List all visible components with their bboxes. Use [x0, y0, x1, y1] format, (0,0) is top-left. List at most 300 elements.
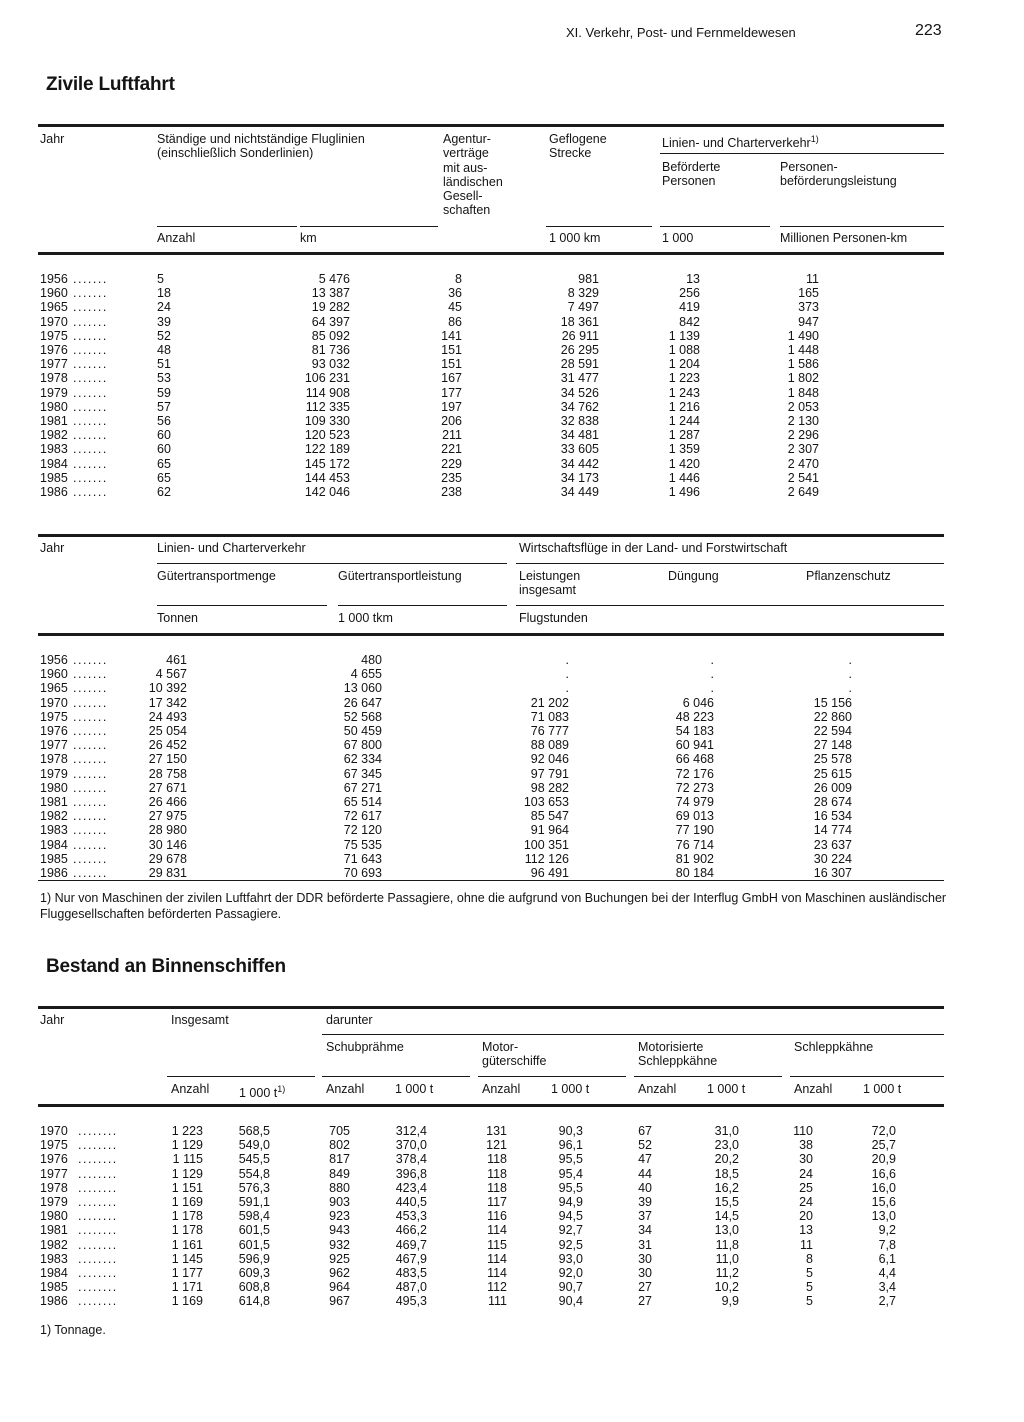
- table-cell: 27 150: [148, 752, 187, 767]
- table-cell: 17 342: [148, 695, 187, 710]
- page-number: 223: [915, 22, 942, 39]
- table-cell: 60 941: [675, 738, 714, 753]
- table-cell: 30: [638, 1251, 652, 1266]
- header-guetertransportleistung: Gütertransportleistung: [338, 569, 462, 583]
- table-cell: 62: [157, 485, 171, 499]
- table-cell: 118: [487, 1180, 507, 1195]
- table-cell: 103 653: [523, 795, 569, 809]
- unit-anzahl: Anzahl: [326, 1082, 365, 1096]
- table-cell: 1 448: [787, 343, 819, 357]
- year-cell: 1960: [40, 667, 68, 682]
- rule: [38, 633, 944, 636]
- year-cell: 1960: [40, 286, 68, 301]
- header-befoerderte-personen: Beförderte Personen: [662, 160, 721, 189]
- table-cell: 1 115: [172, 1152, 203, 1167]
- table-cell: 96,1: [558, 1138, 583, 1153]
- leader-dots: .......: [73, 414, 108, 428]
- year-cell: 1984: [40, 1266, 68, 1280]
- table-cell: 568,5: [238, 1124, 270, 1138]
- table-cell: 112: [487, 1280, 507, 1295]
- table-cell: 5: [806, 1280, 813, 1295]
- table-cell: 229: [441, 456, 462, 471]
- rule: [478, 1076, 626, 1077]
- section-title-ships: Bestand an Binnenschiffen: [46, 956, 286, 977]
- unit-mio-personen-km: Millionen Personen-km: [780, 231, 908, 245]
- table-cell: 34 442: [560, 456, 599, 471]
- table-cell: .: [565, 653, 569, 667]
- table-cell: 14,5: [714, 1209, 739, 1224]
- table-cell: 608,8: [238, 1280, 270, 1295]
- table-cell: 117: [487, 1195, 507, 1209]
- header-fluglinien: Ständige und nichtständige Fluglinien (einschließlich Sonderlinien): [157, 132, 365, 161]
- year-cell: 1976: [40, 724, 68, 738]
- table-cell: 5: [806, 1266, 813, 1280]
- leader-dots: .......: [73, 328, 108, 343]
- leader-dots: .......: [73, 823, 108, 838]
- table-cell: 65: [157, 470, 171, 485]
- table-cell: 13: [686, 272, 700, 286]
- table-cell: 85 092: [311, 328, 350, 343]
- header-linien-charter: Linien- und Charterverkehr$^{1)}$: [662, 134, 819, 151]
- table-cell: 72,0: [871, 1124, 896, 1138]
- table-cell: 76 714: [675, 837, 714, 852]
- table-cell: 114: [487, 1266, 507, 1280]
- leader-dots: ........: [78, 1294, 118, 1309]
- unit-1000-t: 1 000 t: [395, 1082, 434, 1096]
- table-cell: 10 392: [148, 681, 187, 696]
- table-cell: 1 802: [787, 371, 819, 386]
- table-cell: 115: [487, 1237, 507, 1252]
- table-cell: 11,2: [715, 1266, 739, 1280]
- footnote-ships: 1) Tonnage.: [40, 1323, 106, 1337]
- leader-dots: .......: [73, 709, 108, 724]
- unit-anzahl: Anzahl: [157, 231, 196, 245]
- table-cell: 15,5: [714, 1195, 739, 1209]
- table-cell: 495,3: [395, 1294, 427, 1309]
- table-cell: 116: [487, 1209, 507, 1224]
- table-cell: 5 476: [318, 272, 350, 286]
- leader-dots: .......: [73, 766, 108, 781]
- table-cell: 36: [448, 286, 462, 301]
- year-cell: 1980: [40, 780, 68, 795]
- table-cell: 114: [487, 1223, 507, 1238]
- table-cell: 53: [157, 371, 171, 386]
- table-cell: 206: [441, 414, 462, 428]
- table-cell: 85 547: [530, 809, 569, 824]
- table-cell: 67: [638, 1124, 652, 1138]
- table-cell: 7,8: [878, 1237, 896, 1252]
- year-cell: 1965: [40, 681, 68, 696]
- year-cell: 1982: [40, 1237, 68, 1252]
- table-cell: 100 351: [523, 837, 569, 852]
- leader-dots: .......: [73, 681, 108, 696]
- table-cell: 221: [441, 442, 462, 457]
- rule: [38, 1006, 944, 1009]
- table-cell: 903: [329, 1195, 350, 1209]
- header-personenbefoerderung: Personen- beförderungsleistung: [780, 160, 897, 189]
- table-cell: 29 678: [148, 851, 187, 866]
- table-cell: 72 617: [343, 809, 382, 824]
- table-cell: 1 359: [668, 442, 700, 457]
- table-cell: 109 330: [304, 414, 350, 428]
- table-cell: 112 126: [524, 851, 569, 866]
- table-cell: 2,7: [878, 1294, 896, 1309]
- rule: [38, 124, 944, 127]
- table-cell: 7 497: [567, 300, 599, 315]
- leader-dots: .......: [73, 399, 108, 414]
- unit-1000: 1 000: [662, 231, 694, 245]
- table-cell: 419: [679, 300, 700, 315]
- table-cell: .: [848, 681, 852, 696]
- leader-dots: .......: [73, 738, 108, 753]
- table-cell: 98 282: [530, 780, 569, 795]
- table-cell: 467,9: [395, 1251, 427, 1266]
- table-cell: 48: [157, 343, 171, 357]
- year-cell: 1981: [40, 795, 68, 809]
- table-cell: 33 605: [560, 442, 599, 457]
- table-cell: 2 296: [787, 428, 819, 443]
- leader-dots: .......: [73, 485, 108, 499]
- table-cell: 28 591: [560, 357, 599, 372]
- table-cell: 50 459: [343, 724, 382, 738]
- rule: [634, 1076, 782, 1077]
- table-cell: 2 649: [787, 485, 819, 499]
- table-cell: 22 594: [813, 724, 852, 738]
- rule: [516, 563, 944, 564]
- leader-dots: .......: [73, 428, 108, 443]
- table-cell: 112 335: [305, 399, 350, 414]
- table-cell: 22 860: [813, 709, 852, 724]
- table-cell: 591,1: [238, 1195, 270, 1209]
- leader-dots: ........: [78, 1124, 118, 1138]
- table-cell: 57: [157, 399, 171, 414]
- table-cell: 39: [638, 1195, 652, 1209]
- table-cell: 849: [329, 1166, 350, 1181]
- table-cell: .: [710, 653, 714, 667]
- year-cell: 1983: [40, 1251, 68, 1266]
- rule: [300, 226, 438, 227]
- rule: [157, 605, 327, 606]
- table-cell: 37: [638, 1209, 652, 1224]
- table-cell: 34 762: [560, 399, 599, 414]
- table-cell: 24 493: [148, 709, 187, 724]
- table-cell: 943: [329, 1223, 350, 1238]
- leader-dots: .......: [73, 866, 108, 880]
- table-cell: 5: [806, 1294, 813, 1309]
- table-cell: 121: [486, 1138, 507, 1153]
- table-cell: 118: [487, 1166, 507, 1181]
- table-cell: 609,3: [238, 1266, 270, 1280]
- table-cell: 373: [798, 300, 819, 315]
- table-cell: 3,4: [878, 1280, 896, 1295]
- year-cell: 1978: [40, 1180, 68, 1195]
- rule: [157, 226, 297, 227]
- unit-anzahl: Anzahl: [482, 1082, 521, 1096]
- year-cell: 1986: [40, 866, 68, 880]
- leader-dots: ........: [78, 1166, 118, 1181]
- table-cell: 1 496: [668, 485, 700, 499]
- table-cell: 60: [157, 428, 171, 443]
- table-cell: 1 243: [668, 385, 700, 400]
- table-cell: 74 979: [675, 795, 714, 809]
- table-cell: 106 231: [304, 371, 350, 386]
- header-schleppkaehne: Schleppkähne: [794, 1040, 874, 1054]
- table-cell: 440,5: [395, 1195, 427, 1209]
- table-cell: 549,0: [238, 1138, 270, 1153]
- table-cell: 34: [638, 1223, 652, 1238]
- table-cell: 238: [441, 485, 462, 499]
- table-cell: 93 032: [311, 357, 350, 372]
- table-cell: 1 848: [787, 385, 819, 400]
- leader-dots: .......: [73, 780, 108, 795]
- rule: [38, 880, 944, 881]
- year-cell: 1976: [40, 343, 68, 357]
- table-cell: 60: [157, 442, 171, 457]
- table-cell: 64 397: [311, 314, 350, 329]
- table-cell: 18,5: [714, 1166, 739, 1181]
- unit-1000-tkm: 1 000 tkm: [338, 611, 393, 625]
- table-cell: 962: [329, 1266, 350, 1280]
- year-cell: 1970: [40, 314, 68, 329]
- leader-dots: .......: [73, 385, 108, 400]
- year-cell: 1980: [40, 399, 68, 414]
- year-cell: 1979: [40, 385, 68, 400]
- table-cell: 370,0: [395, 1138, 427, 1153]
- table-cell: 24: [157, 300, 171, 315]
- year-cell: 1976: [40, 1152, 68, 1167]
- leader-dots: ........: [78, 1152, 118, 1167]
- table-cell: 90,3: [558, 1124, 583, 1138]
- table-cell: 114: [487, 1251, 507, 1266]
- table-cell: 34 173: [560, 470, 599, 485]
- year-cell: 1984: [40, 456, 68, 471]
- table-cell: 80 184: [675, 866, 714, 880]
- table-cell: 27 671: [148, 780, 187, 795]
- table-cell: 26 452: [148, 738, 187, 753]
- table-cell: 1 129: [171, 1138, 203, 1153]
- table-cell: 4,4: [878, 1266, 896, 1280]
- table-cell: 8 329: [567, 286, 599, 301]
- table-cell: 1 151: [171, 1180, 203, 1195]
- rule: [516, 605, 944, 606]
- table-cell: 1 586: [787, 357, 819, 372]
- table-cell: 20: [799, 1209, 813, 1224]
- table-cell: 6 046: [682, 695, 714, 710]
- table-cell: 461: [166, 653, 187, 667]
- table-cell: 27: [638, 1280, 652, 1295]
- table-cell: 97 791: [530, 766, 569, 781]
- table-cell: 487,0: [395, 1280, 427, 1295]
- table-cell: 817: [329, 1152, 350, 1167]
- table-cell: 45: [448, 300, 462, 315]
- table-cell: 932: [329, 1237, 350, 1252]
- table-cell: 480: [361, 653, 382, 667]
- table-cell: 94,9: [558, 1195, 583, 1209]
- table-cell: 131: [486, 1124, 507, 1138]
- table-cell: 24: [799, 1195, 813, 1209]
- table-cell: 51: [157, 357, 171, 372]
- table-cell: 16 307: [813, 866, 852, 880]
- table-cell: 16,6: [871, 1166, 896, 1181]
- table-cell: 13 060: [343, 681, 382, 696]
- header-motorisierte-schleppkaehne: Motorisierte Schleppkähne: [638, 1040, 718, 1069]
- table-cell: 31,0: [714, 1124, 739, 1138]
- year-cell: 1980: [40, 1209, 68, 1224]
- table-cell: 1 169: [171, 1294, 203, 1309]
- table-cell: 18 361: [560, 314, 599, 329]
- table-cell: 925: [329, 1251, 350, 1266]
- table-cell: 9,2: [878, 1223, 896, 1238]
- table-cell: 94,5: [558, 1209, 583, 1224]
- year-cell: 1985: [40, 470, 68, 485]
- table-cell: 2 307: [787, 442, 819, 457]
- year-cell: 1956: [40, 272, 68, 286]
- unit-tonnen: Tonnen: [157, 611, 199, 625]
- table-cell: 69 013: [675, 809, 714, 824]
- table-cell: 469,7: [395, 1237, 427, 1252]
- table-cell: 29 831: [148, 866, 187, 880]
- table-cell: 4 655: [350, 667, 382, 682]
- table-cell: 947: [798, 314, 819, 329]
- year-cell: 1978: [40, 371, 68, 386]
- rule: [790, 1076, 944, 1077]
- table-cell: 40: [638, 1180, 652, 1195]
- table-cell: 880: [329, 1180, 350, 1195]
- table-cell: 1 139: [668, 328, 700, 343]
- unit-1000-km: 1 000 km: [549, 231, 601, 245]
- table-cell: 1 490: [787, 328, 819, 343]
- table-cell: 86: [448, 314, 462, 329]
- header-wirtschaftsfluege: Wirtschaftsflüge in der Land- und Forstwirtschaft: [519, 541, 788, 555]
- rule: [322, 1034, 944, 1035]
- table-cell: 92,0: [558, 1266, 583, 1280]
- year-cell: 1975: [40, 709, 68, 724]
- table-cell: 25 615: [813, 766, 852, 781]
- rule: [780, 226, 944, 227]
- unit-1000-t: 1 000 t: [551, 1082, 590, 1096]
- table-cell: 67 345: [343, 766, 382, 781]
- table-cell: 1 223: [668, 371, 700, 386]
- table-cell: 11: [800, 1237, 813, 1252]
- table-cell: 27: [638, 1294, 652, 1309]
- table-cell: 9,9: [721, 1294, 739, 1309]
- table-cell: 8: [806, 1251, 813, 1266]
- table-cell: 110: [793, 1124, 813, 1138]
- leader-dots: ........: [78, 1195, 118, 1209]
- unit-anzahl: Anzahl: [794, 1082, 833, 1096]
- table-cell: 56: [157, 414, 171, 428]
- table-cell: 1 088: [668, 343, 700, 357]
- header-linien-charter: Linien- und Charterverkehr: [157, 541, 306, 555]
- table-cell: 165: [798, 286, 819, 301]
- table-cell: 1 420: [668, 456, 700, 471]
- table-cell: 59: [157, 385, 171, 400]
- year-cell: 1985: [40, 1280, 68, 1295]
- table-cell: 92 046: [530, 752, 569, 767]
- table-cell: 20,2: [714, 1152, 739, 1167]
- section-title-air: Zivile Luftfahrt: [46, 74, 175, 95]
- leader-dots: ........: [78, 1180, 118, 1195]
- leader-dots: .......: [73, 667, 108, 682]
- table-cell: 28 980: [148, 823, 187, 838]
- leader-dots: ........: [78, 1251, 118, 1266]
- table-cell: 1 244: [668, 414, 700, 428]
- leader-dots: .......: [73, 851, 108, 866]
- table-cell: 26 295: [560, 343, 599, 357]
- table-cell: 142 046: [304, 485, 350, 499]
- table-cell: 81 736: [311, 343, 350, 357]
- table-cell: 34 481: [560, 428, 599, 443]
- table-cell: 20,9: [871, 1152, 896, 1167]
- table-cell: 211: [442, 428, 462, 443]
- header-leistungen-insgesamt: Leistungen insgesamt: [519, 569, 581, 598]
- unit-1000-t: 1 000 t: [707, 1082, 746, 1096]
- table-cell: 75 535: [343, 837, 382, 852]
- year-cell: 1977: [40, 738, 68, 753]
- rule: [38, 534, 944, 537]
- table-cell: 95,4: [558, 1166, 583, 1181]
- year-cell: 1977: [40, 357, 68, 372]
- table-cell: 25: [799, 1180, 813, 1195]
- table-cell: .: [710, 681, 714, 696]
- footnote-air: 1) Nur von Maschinen der zivilen Luftfahrt der DDR beförderte Passagiere, ohne die aufgrund von Buchungen bei der Interflug GmbH von Maschinen ausländischer Fluggesellschaften beförderten Passagiere.: [40, 891, 947, 921]
- leader-dots: ........: [78, 1209, 118, 1224]
- table-cell: 26 911: [561, 328, 599, 343]
- table-cell: 16,0: [871, 1180, 896, 1195]
- rule: [38, 252, 944, 255]
- leader-dots: ........: [78, 1237, 118, 1252]
- table-cell: 21 202: [530, 695, 569, 710]
- table-cell: 4 567: [155, 667, 187, 682]
- year-cell: 1977: [40, 1166, 68, 1181]
- table-cell: 378,4: [395, 1152, 427, 1167]
- table-cell: 30 224: [813, 851, 852, 866]
- rule: [38, 1104, 944, 1107]
- year-cell: 1983: [40, 442, 68, 457]
- table-cell: 67 800: [343, 738, 382, 753]
- table-cell: 1 169: [171, 1195, 203, 1209]
- table-cell: 88 089: [530, 738, 569, 753]
- table-cell: 120 523: [304, 428, 350, 443]
- table-cell: 5: [157, 272, 164, 286]
- year-cell: 1978: [40, 752, 68, 767]
- table-cell: 81 902: [675, 851, 714, 866]
- table-cell: 72 120: [343, 823, 382, 838]
- table-cell: 1 129: [171, 1166, 203, 1181]
- header-darunter: darunter: [326, 1013, 373, 1027]
- table-cell: 151: [441, 357, 462, 372]
- table-cell: 27 148: [813, 738, 852, 753]
- table-cell: 34 449: [560, 485, 599, 499]
- leader-dots: .......: [73, 272, 108, 286]
- leader-dots: .......: [73, 653, 108, 667]
- table-cell: 596,9: [238, 1251, 270, 1266]
- table-cell: 71 083: [530, 709, 569, 724]
- header-pflanzenschutz: Pflanzenschutz: [806, 569, 891, 583]
- table-cell: 981: [578, 272, 599, 286]
- table-cell: 11,8: [715, 1237, 739, 1252]
- leader-dots: ........: [78, 1223, 118, 1238]
- table-cell: 1 446: [668, 470, 700, 485]
- table-cell: 11: [806, 272, 819, 286]
- table-cell: .: [565, 667, 569, 682]
- table-cell: 483,5: [395, 1266, 427, 1280]
- year-cell: 1979: [40, 766, 68, 781]
- table-cell: 23,0: [714, 1138, 739, 1153]
- table-cell: 967: [329, 1294, 350, 1309]
- table-cell: 93,0: [558, 1251, 583, 1266]
- table-cell: 23 637: [813, 837, 852, 852]
